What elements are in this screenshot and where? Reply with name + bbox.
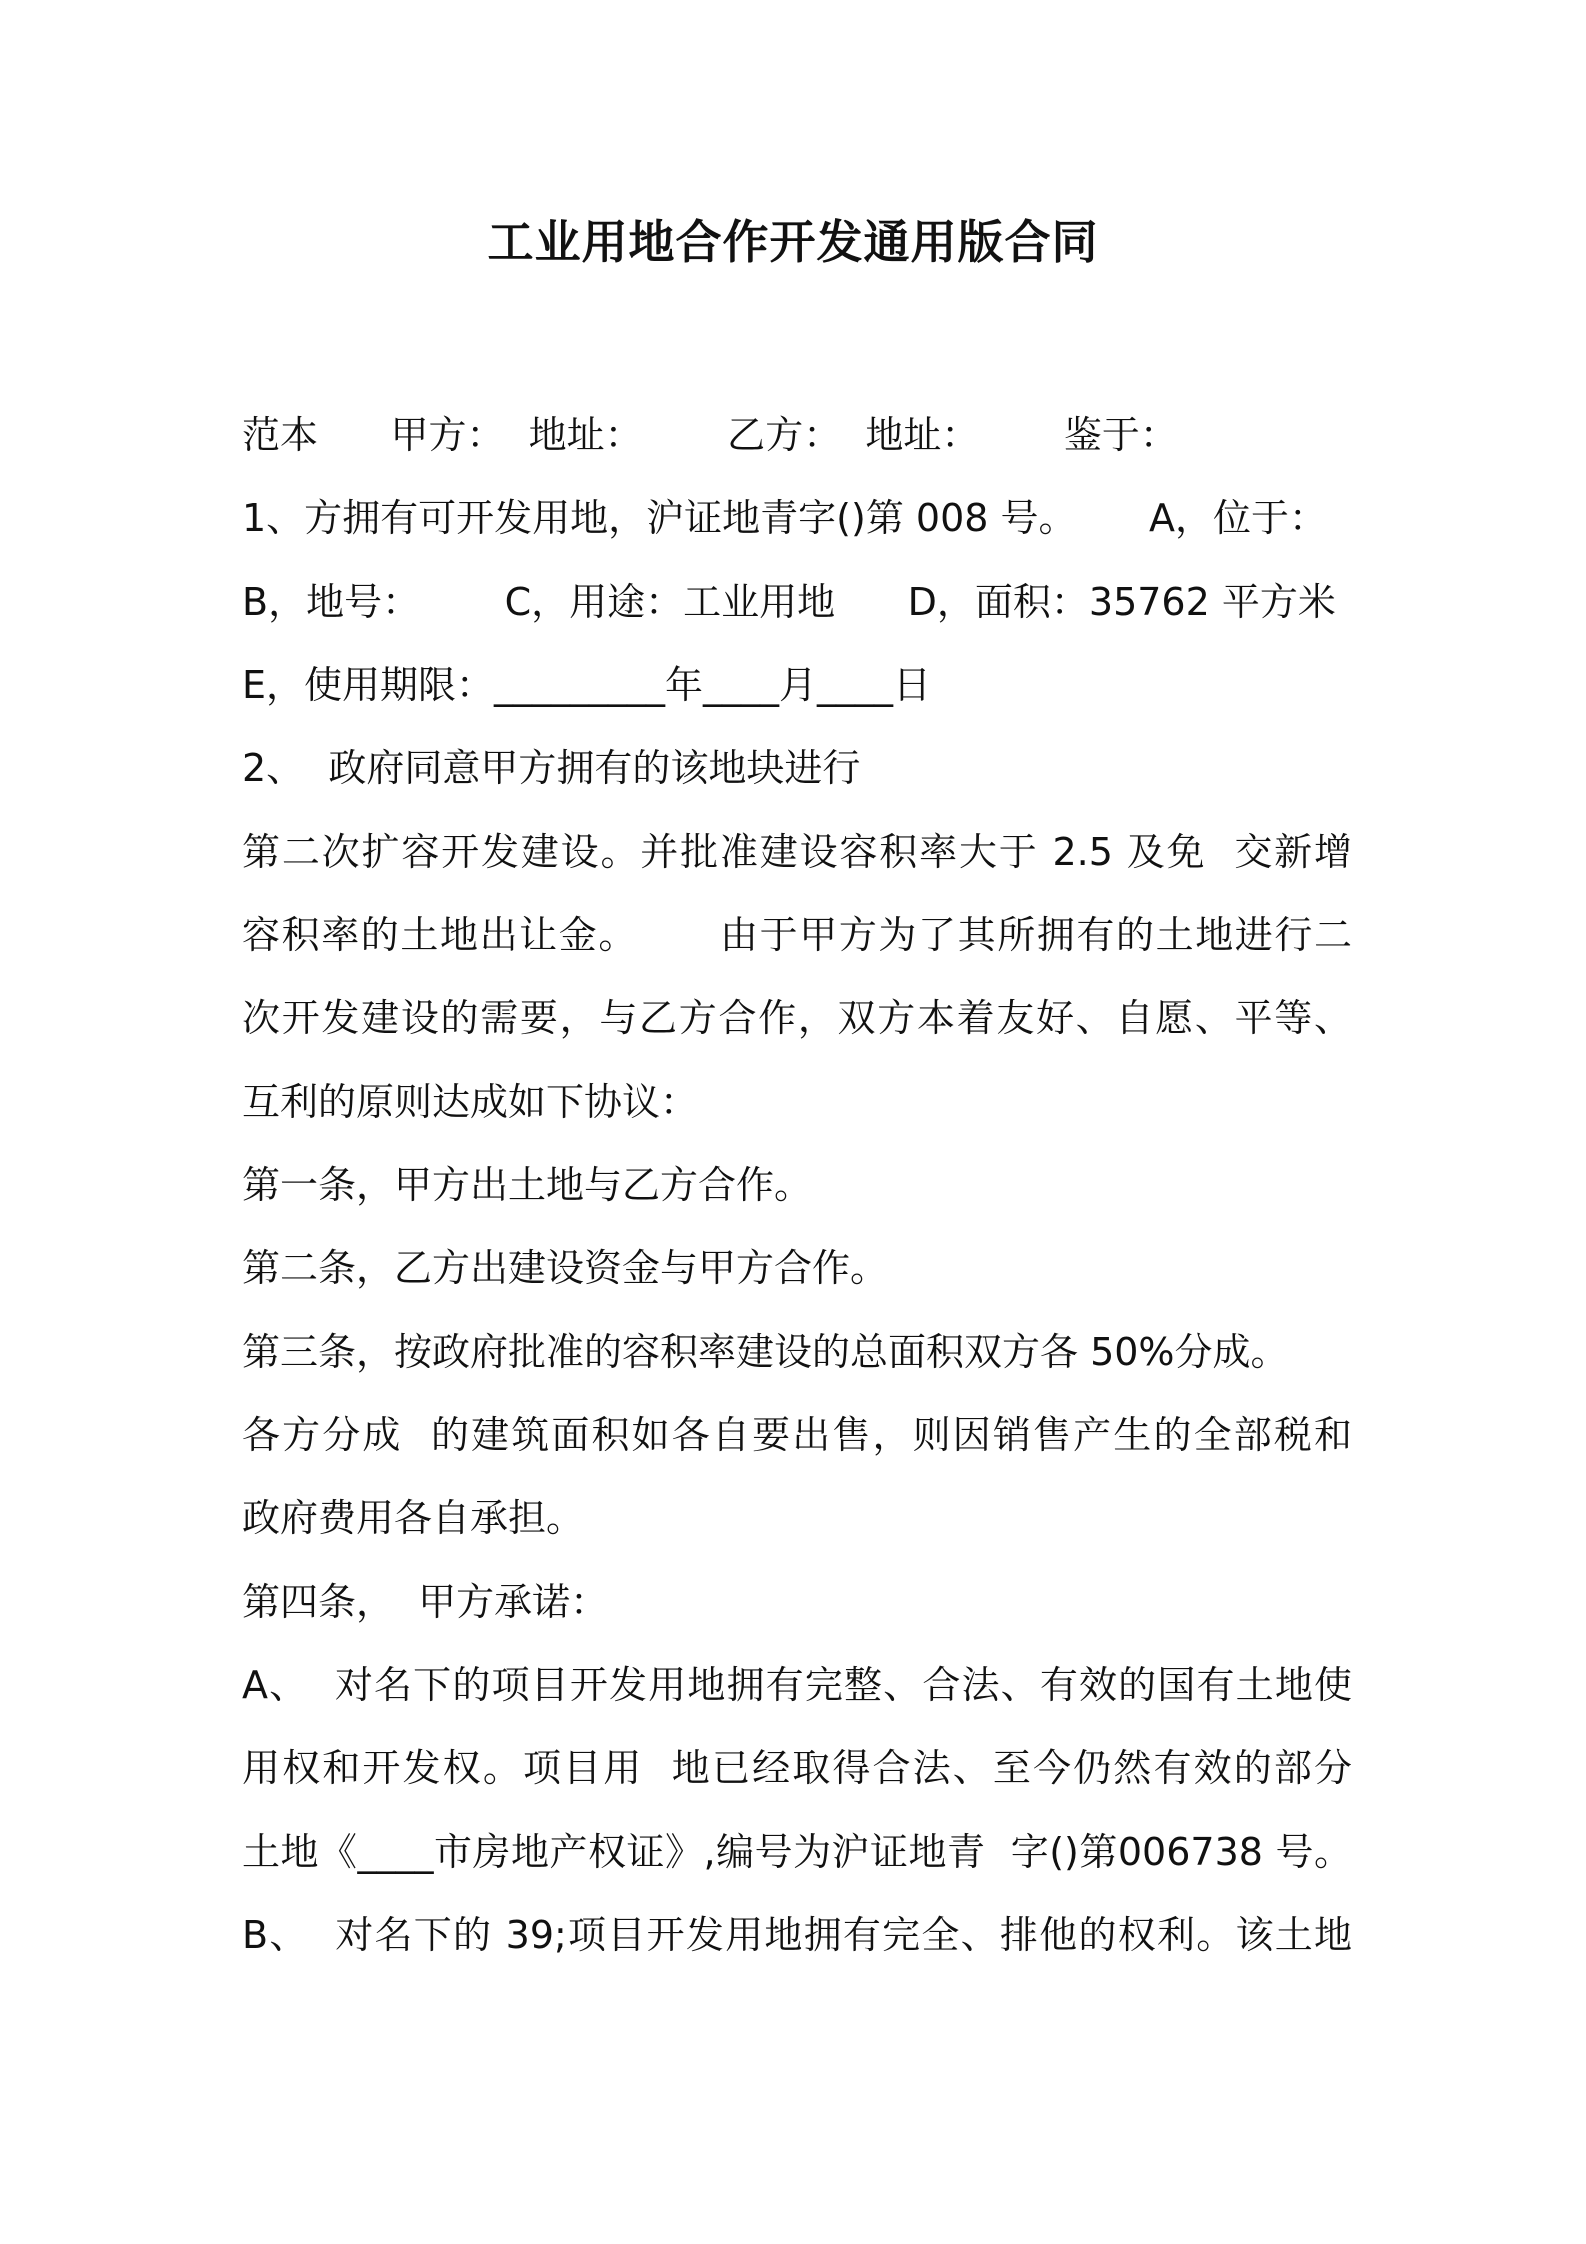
article-2-line: 第二条，乙方出建设资金与甲方合作。 (242, 1246, 889, 1290)
article-4-clause-a-line: 土地《____市房地产权证》,编号为沪证地青 字()第006738 号。 (242, 1830, 1352, 1874)
article-3-continued-line: 各方分成 的建筑面积如各自要出售，则因销售产生的全部税和 (242, 1413, 1352, 1457)
recital-2-continued-line: 次开发建设的需要，与乙方合作，双方本着友好、自愿、平等、 (242, 996, 1352, 1040)
article-4-heading-line: 第四条， 甲方承诺： (242, 1580, 609, 1624)
article-4-clause-a-line: A、 对名下的项目开发用地拥有完整、合法、有效的国有土地使 (242, 1663, 1352, 1707)
recital-1-details-line: B，地号： C，用途：工业用地 D，面积：35762 平方米 (242, 580, 1336, 624)
article-1-line: 第一条，甲方出土地与乙方合作。 (242, 1163, 813, 1207)
preamble-parties-line: 范本 甲方： 地址： 乙方： 地址： 鉴于： (242, 413, 1178, 457)
document-title: 工业用地合作开发通用版合同 (487, 215, 1099, 269)
article-3-line: 第三条，按政府批准的容积率建设的总面积双方各 50%分成。 (242, 1330, 1289, 1374)
article-4-clause-b-line: B、 对名下的 39;项目开发用地拥有完全、排他的权利。该土地 (242, 1913, 1352, 1957)
article-3-continued-line: 政府费用各自承担。 (242, 1496, 585, 1540)
recital-2-continued-line: 互利的原则达成如下协议： (242, 1080, 699, 1124)
recital-2-continued-line: 第二次扩容开发建设。并批准建设容积率大于 2.5 及免 交新增 (242, 830, 1352, 874)
recital-2-continued-line: 容积率的土地出让金。 由于甲方为了其所拥有的土地进行二 (242, 913, 1352, 957)
article-4-clause-a-line: 用权和开发权。项目用 地已经取得合法、至今仍然有效的部分 (242, 1746, 1352, 1790)
recital-1-term-line: E，使用期限：_________年____月____日 (242, 663, 932, 707)
recital-1-line: 1、方拥有可开发用地，沪证地青字()第 008 号。 A，位于： (242, 496, 1327, 540)
recital-2-line: 2、 政府同意甲方拥有的该地块进行 (242, 746, 861, 790)
